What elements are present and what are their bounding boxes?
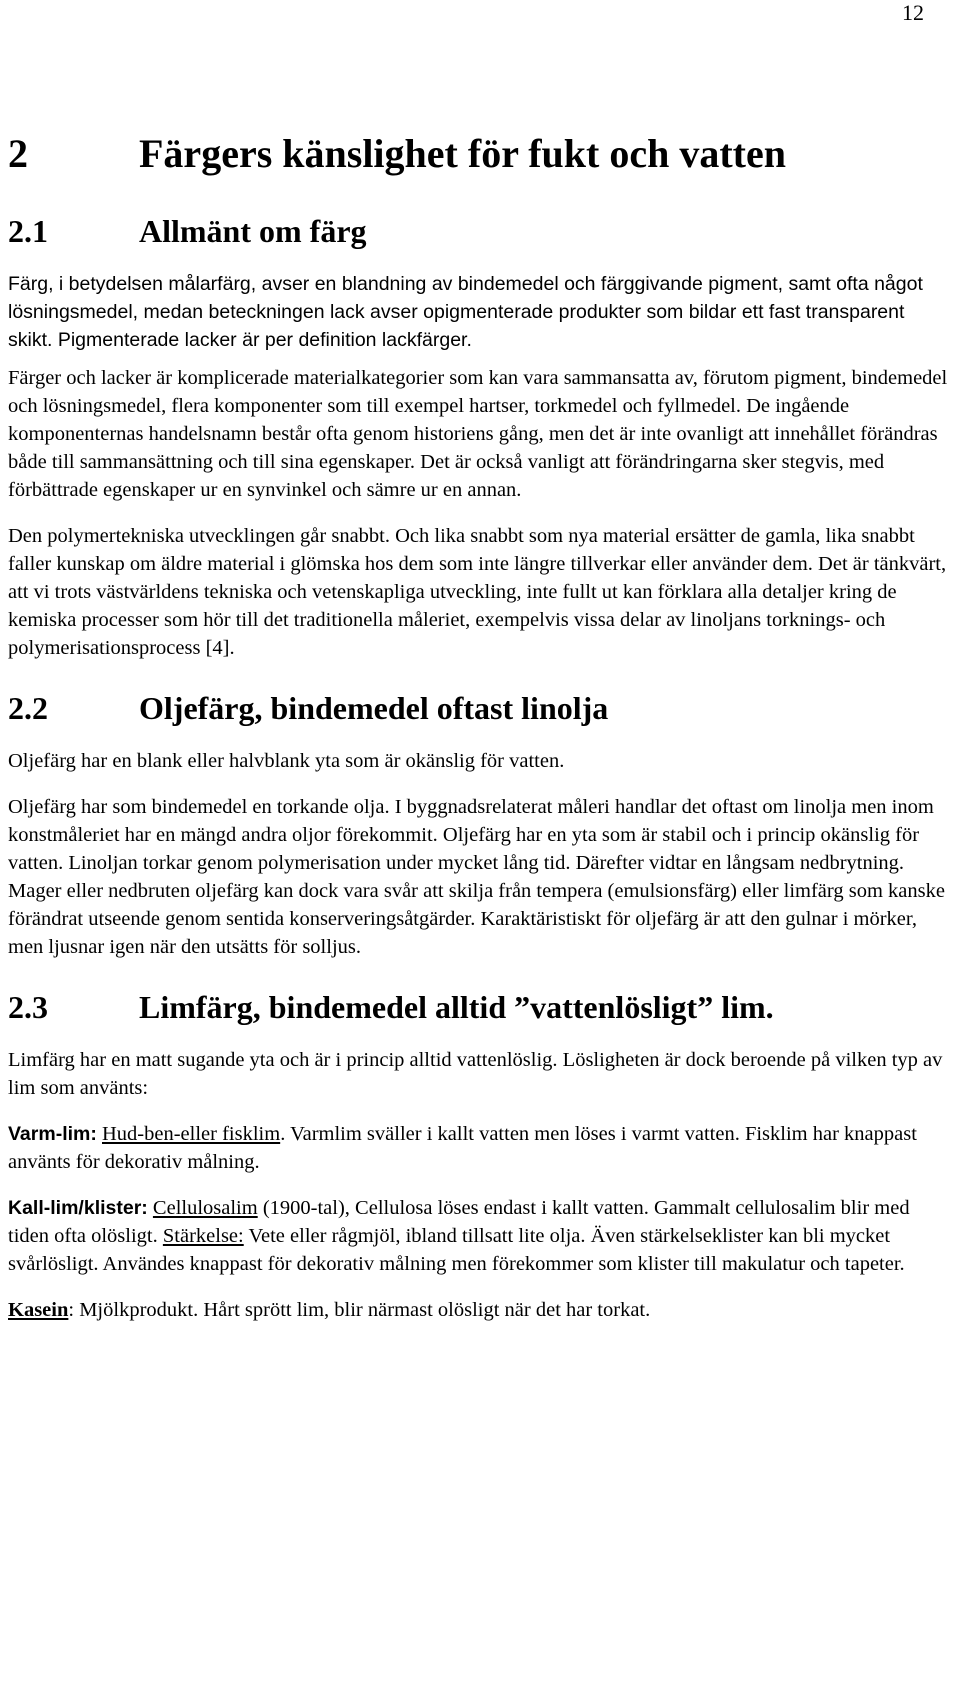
term-label: Kasein (8, 1299, 69, 1321)
term-text: . Varmlim sväller i kallt vatten men löses i varmt vatten. Fisklim har knappast använts för dekorativ målning. (8, 1123, 917, 1173)
heading-title: Oljefärg, bindemedel oftast linolja (139, 690, 609, 726)
heading-section-2-3 (8, 989, 954, 1026)
heading-title: Färgers känslighet för fukt och vatten (139, 131, 786, 176)
term-text: (1900-tal), Cellulosa löses endast i kallt vatten. Gammalt cellulosalim blir med tiden ofta olösligt. (8, 1197, 910, 1247)
term-link[interactable]: Stärkelse: (162, 1225, 244, 1247)
paragraph-kasein (8, 1296, 954, 1324)
term-label: Varm-lim: (8, 1123, 97, 1145)
heading-number: 2 (8, 131, 28, 176)
document-body (8, 130, 954, 1334)
heading-section-2 (8, 130, 954, 177)
paragraph-s21-2: Färger och lacker är komplicerade materialkategorier som kan vara sammansatta av, förutom pigment, bindemedel och lösningsmedel, flera komponenter som till exempel hartser, torkmedel och fyllmedel. De ingående komponenternas handelsnamn består ofta genom historiens gång, men det är inte ovanligt att innehållet förändras både till sammansättning och till sina egenskaper. Det är också vanligt att förändringarna sker stegvis, med förbättrade egenskaper ur en synvinkel och sämre ur en annan. (8, 367, 948, 501)
term-text: Vete eller rågmjöl, ibland tillsatt lite olja. Även stärkelseklister kan bli mycket svårlösligt. Användes knappast för dekorativ målning men förekommer som klister till makulatur och tapeter. (8, 1225, 905, 1275)
paragraph-s23-1: Limfärg har en matt sugande yta och är i princip alltid vattenlöslig. Lösligheten är dock beroende på vilken typ av lim som använts: (8, 1049, 943, 1099)
term-text: : Mjölkprodukt. Hårt sprött lim, blir närmast olösligt när det har torkat. (68, 1299, 651, 1321)
paragraph-s21-3: Den polymertekniska utvecklingen går snabbt. Och lika snabbt som nya material ersätter de gamla, lika snabbt faller kunskap om äldre material i glömska hos dem som inte längre tillverkar eller använder dem. Det är tänkvärt, att vi trots västvärldens tekniska och vetenskapliga utveckling, inte fullt ut kan förklara alla detaljer kring de kemiska processer som hör till det traditionella måleriet, exempelvis vissa delar av linoljans torknings- och polymerisationsprocess [4]. (8, 525, 947, 659)
paragraph-s22-1: Oljefärg har en blank eller halvblank yta som är okänslig för vatten. (8, 750, 565, 772)
term-label: Kall-lim/klister: (8, 1197, 148, 1219)
paragraph-s21-1: Färg, i betydelsen målarfärg, avser en blandning av bindemedel och färggivande pigment, samt ofta något lösningsmedel, medan beteckningen lack avser opigmenterade produkter som bildar ett fast transparent skikt. Pigmenterade lacker är per definition lackfärger. (8, 273, 923, 351)
heading-number: 2.3 (8, 989, 48, 1025)
heading-number: 2.2 (8, 690, 48, 726)
heading-section-2-1 (8, 213, 954, 250)
paragraph-kall-lim (8, 1194, 954, 1278)
term-link[interactable]: Hud-ben-eller fisklim (102, 1123, 281, 1145)
heading-section-2-2 (8, 690, 954, 727)
heading-title: Limfärg, bindemedel alltid ”vattenlösligt” lim. (139, 989, 774, 1025)
page-number: 12 (902, 0, 924, 25)
heading-title: Allmänt om färg (139, 213, 367, 249)
paragraph-s22-2: Oljefärg har som bindemedel en torkande olja. I byggnadsrelaterat måleri handlar det oftast om linolja men inom konstmåleriet har en mängd andra oljor förekommit. Oljefärg har en yta som är stabil och i princip okänslig för vatten. Linoljan torkar genom polymerisation under mycket lång tid. Därefter vidtar en långsam nedbrytning. Mager eller nedbruten oljefärg kan dock vara svår att skilja från tempera (emulsionsfärg) eller limfärg som kanske förändrat utseende genom sentida konserveringsåtgärder. Karaktäristiskt för oljefärg är att den gulnar i mörker, men ljusnar igen när den utsätts för solljus. (8, 796, 945, 958)
heading-number: 2.1 (8, 213, 48, 249)
term-link[interactable]: Cellulosalim (152, 1197, 258, 1219)
paragraph-varm-lim (8, 1120, 954, 1176)
